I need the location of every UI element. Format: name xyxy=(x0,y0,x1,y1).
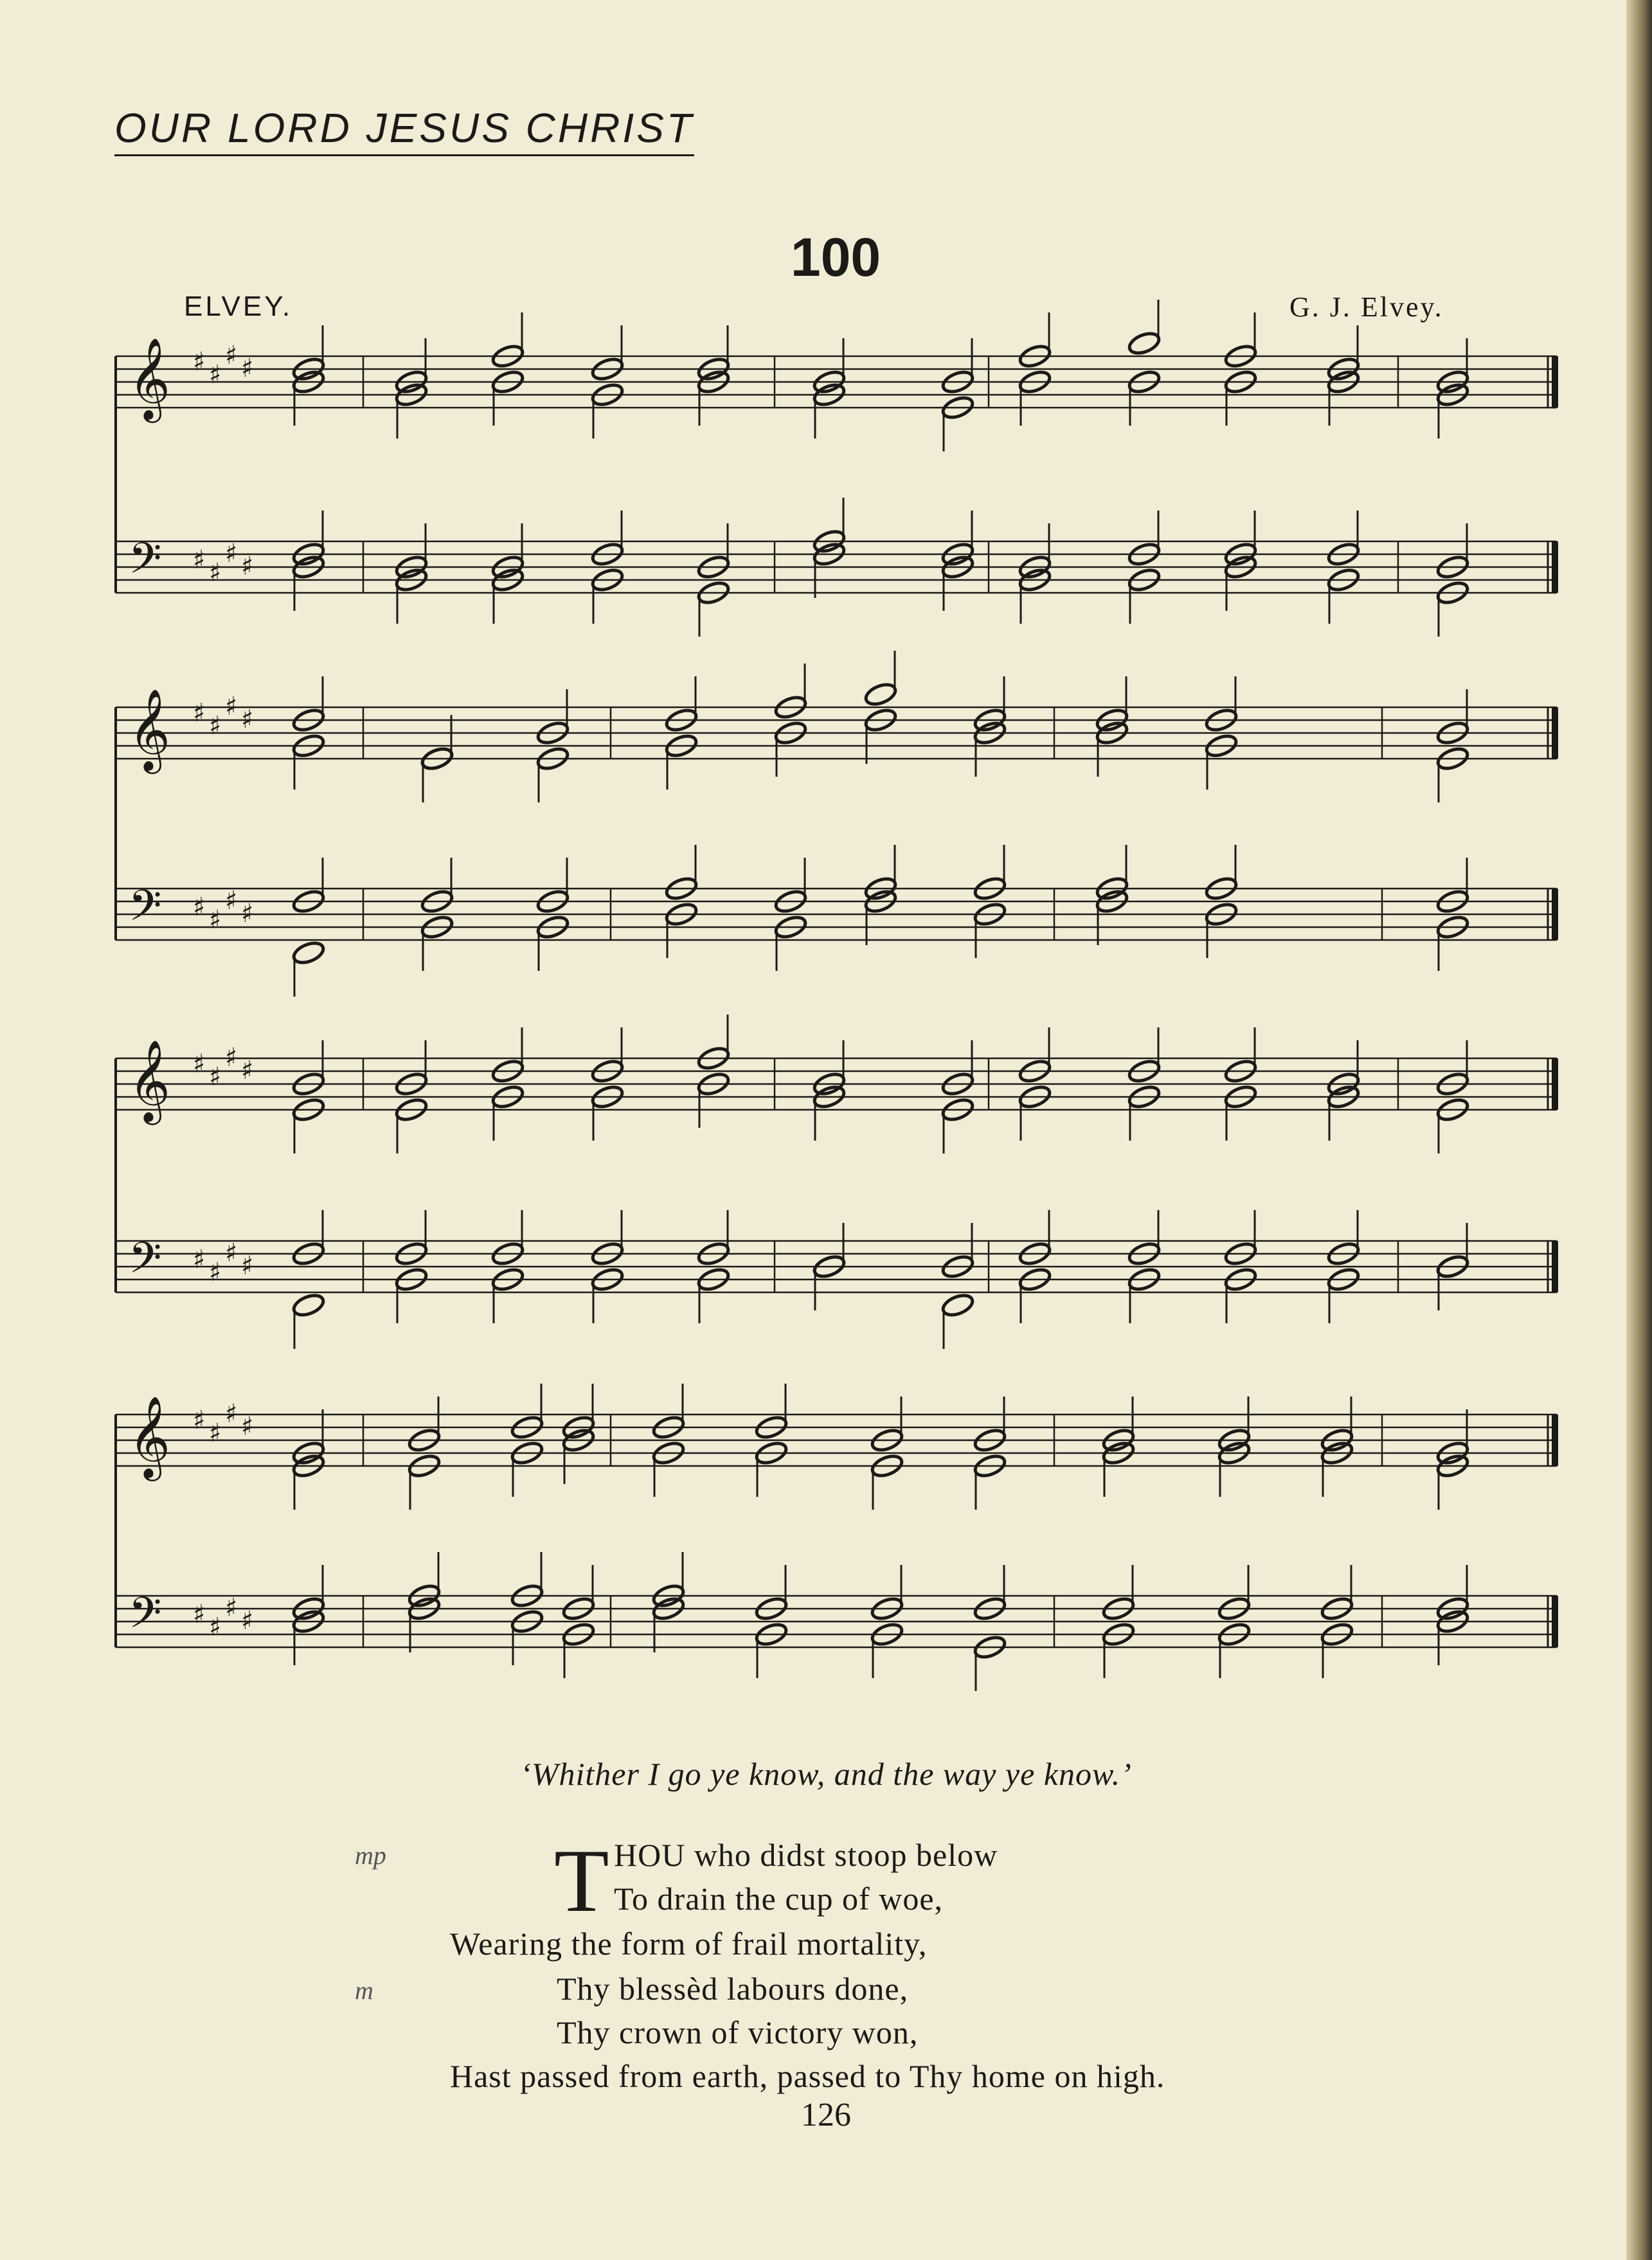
key-sharp-icon-s2-t4: ♯ xyxy=(241,705,254,734)
scripture-epigraph: ‘Whither I go ye know, and the way ye know.’ xyxy=(520,1756,1132,1792)
key-sharp-icon-s2-b2: ♯ xyxy=(209,905,222,935)
key-sharp-icon-s3-t3: ♯ xyxy=(225,1043,238,1072)
verse-line-4: Thy blessèd labours done, xyxy=(557,1971,909,2007)
key-sharp-icon-s2-t3: ♯ xyxy=(225,692,238,721)
key-sharp-icon-s1-b1: ♯ xyxy=(193,545,206,575)
verse-line-1: HOU who didst stoop below xyxy=(614,1837,998,1873)
key-sharp-icon-s4-b1: ♯ xyxy=(193,1600,206,1629)
dynamic-mark-mp: mp xyxy=(355,1841,386,1870)
verse-line-6: Hast passed from earth, passed to Thy home on high. xyxy=(450,2058,1165,2094)
key-sharp-icon-s4-t2: ♯ xyxy=(209,1418,222,1448)
key-sharp-icon-s1-t4: ♯ xyxy=(241,354,254,383)
key-sharp-icon-s1-t1: ♯ xyxy=(193,347,206,377)
key-sharp-icon-s1-b2: ♯ xyxy=(209,558,222,588)
end-bar-thick-s3-0 xyxy=(1552,1058,1558,1110)
key-sharp-icon-s1-t2: ♯ xyxy=(209,360,222,390)
key-sharp-icon-s1-b4: ♯ xyxy=(241,552,254,581)
treble-clef-icon-s2: 𝄞 xyxy=(129,688,171,770)
composer-name: G. J. Elvey. xyxy=(1289,291,1444,323)
bass-clef-icon-s3: 𝄢 xyxy=(129,1233,162,1293)
key-sharp-icon-s3-t1: ♯ xyxy=(193,1049,206,1079)
end-bar-thick-s2-0 xyxy=(1552,707,1558,759)
treble-clef-icon-s1: 𝄞 xyxy=(129,337,171,419)
end-bar-thick-s4-1 xyxy=(1552,1596,1558,1647)
end-bar-thick-s2-1 xyxy=(1552,889,1558,940)
key-sharp-icon-s4-t4: ♯ xyxy=(241,1412,254,1442)
end-bar-thick-s1-1 xyxy=(1552,541,1558,593)
key-sharp-icon-s2-t1: ♯ xyxy=(193,698,206,728)
verse-line-3: Wearing the form of frail mortality, xyxy=(450,1926,928,1962)
key-sharp-icon-s2-b3: ♯ xyxy=(225,886,238,916)
dynamic-mark-m: m xyxy=(355,1976,373,2005)
key-sharp-icon-s2-b1: ♯ xyxy=(193,892,206,922)
key-sharp-icon-s2-b4: ♯ xyxy=(241,899,254,928)
tune-name: ELVEY. xyxy=(184,291,293,322)
end-bar-thick-s1-0 xyxy=(1552,356,1558,408)
end-bar-thick-s3-1 xyxy=(1552,1241,1558,1292)
note-s3-bass-7-2 xyxy=(940,1292,975,1319)
bass-clef-icon-s1: 𝄢 xyxy=(129,534,162,593)
key-sharp-icon-s4-t3: ♯ xyxy=(225,1399,238,1429)
end-bar-thick-s4-0 xyxy=(1552,1415,1558,1466)
key-sharp-icon-s1-b3: ♯ xyxy=(225,539,238,568)
note-s2-treble-6-1 xyxy=(863,681,898,708)
key-sharp-icon-s3-b1: ♯ xyxy=(193,1245,206,1274)
key-sharp-icon-s4-b4: ♯ xyxy=(241,1606,254,1636)
bass-clef-icon-s2: 𝄢 xyxy=(129,881,162,941)
note-s2-bass-1-2 xyxy=(291,939,326,966)
key-sharp-icon-s3-t2: ♯ xyxy=(209,1062,222,1092)
key-sharp-icon-s4-b2: ♯ xyxy=(209,1613,222,1642)
key-sharp-icon-s3-t4: ♯ xyxy=(241,1056,254,1085)
drop-cap: T xyxy=(554,1831,609,1931)
verse-line-5: Thy crown of victory won, xyxy=(557,2014,919,2050)
treble-clef-icon-s3: 𝄞 xyxy=(129,1039,171,1121)
treble-clef-icon-s4: 𝄞 xyxy=(129,1395,171,1478)
key-sharp-icon-s3-b3: ♯ xyxy=(225,1238,238,1268)
key-sharp-icon-s2-t2: ♯ xyxy=(209,711,222,741)
verse-line-2: To drain the cup of woe, xyxy=(614,1881,944,1917)
section-title: OUR LORD JESUS CHRIST xyxy=(114,104,694,156)
key-sharp-icon-s3-b2: ♯ xyxy=(209,1258,222,1287)
hymn-number: 100 xyxy=(791,227,881,287)
note-s3-bass-1-2 xyxy=(291,1292,326,1319)
bass-clef-icon-s4: 𝄢 xyxy=(129,1588,162,1648)
page-number: 126 xyxy=(801,2097,851,2133)
key-sharp-icon-s4-t1: ♯ xyxy=(193,1406,206,1435)
note-s1-treble-9-1 xyxy=(1127,330,1162,357)
key-sharp-icon-s1-t3: ♯ xyxy=(225,341,238,370)
key-sharp-icon-s4-b3: ♯ xyxy=(225,1593,238,1623)
key-sharp-icon-s3-b4: ♯ xyxy=(241,1251,254,1281)
